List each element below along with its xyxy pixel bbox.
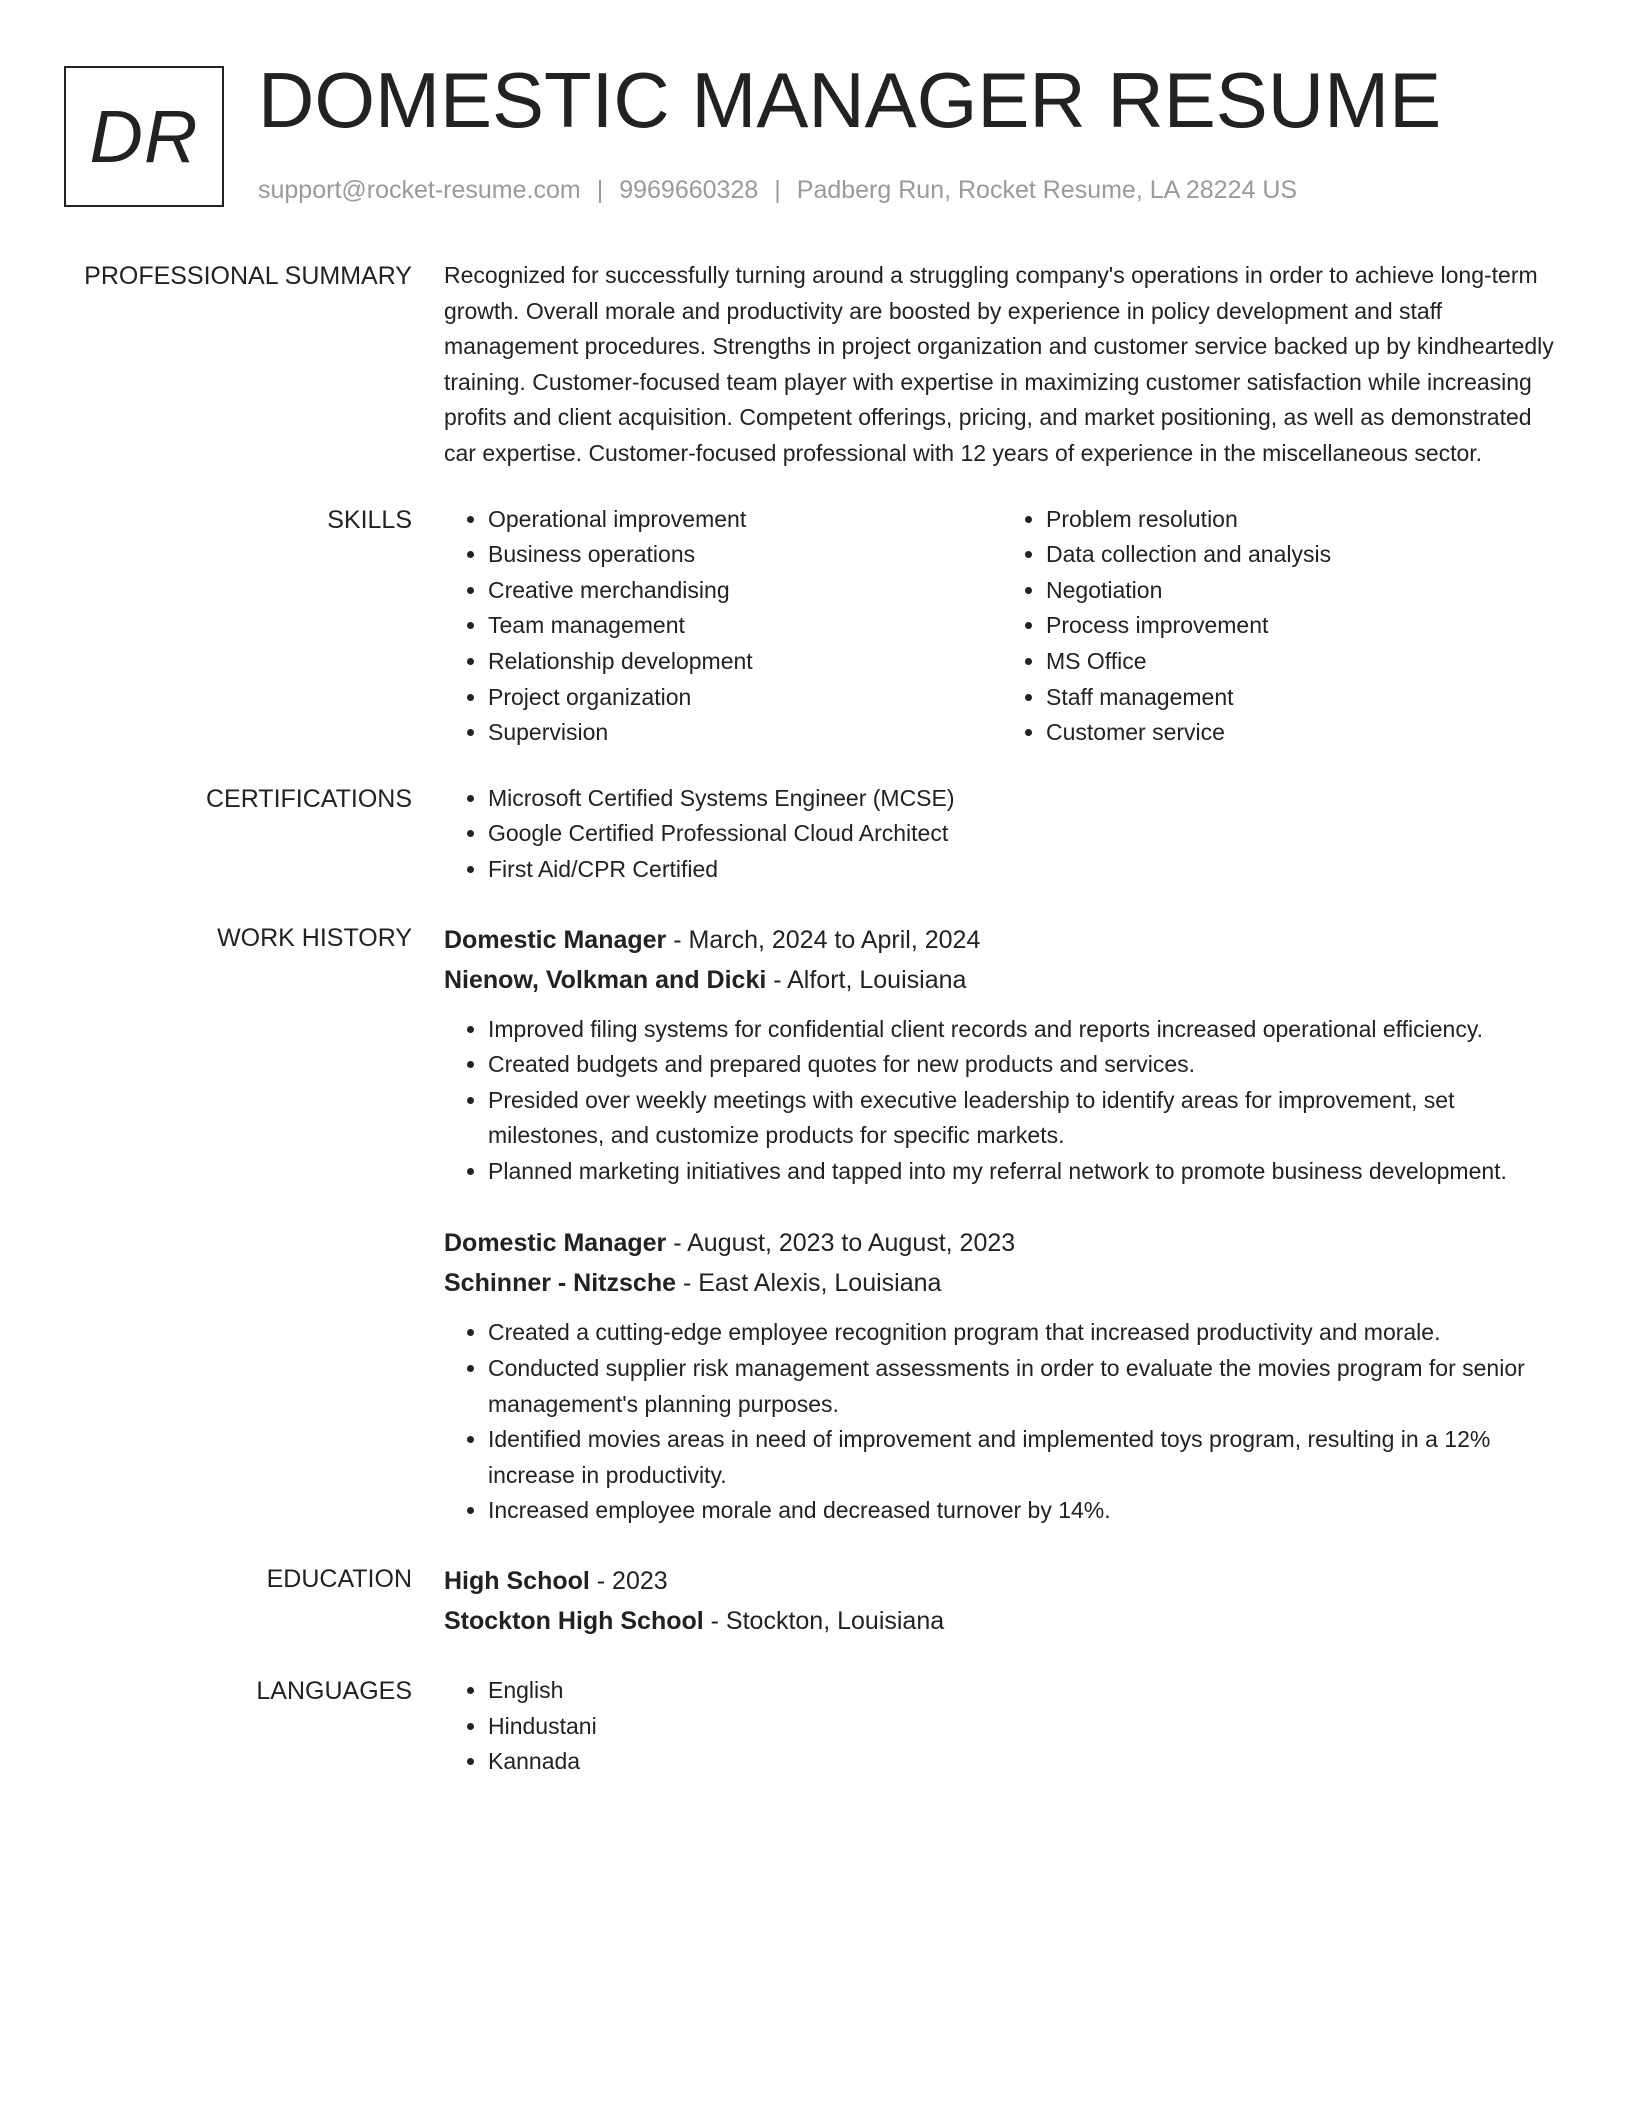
skills-grid (444, 502, 1560, 751)
contact-phone: 9969660328 (619, 176, 759, 204)
section-certifications (0, 781, 1632, 888)
section-label: CERTIFICATIONS (205, 784, 412, 813)
job-dates: - August, 2023 to August, 2023 (666, 1229, 1016, 1258)
skill-item: • Team management (488, 608, 1002, 644)
section-body (444, 1561, 1560, 1641)
certification-item: • Microsoft Certified Systems Engineer (MCSE) (488, 781, 1560, 817)
skill-item: • Negotiation (1046, 573, 1560, 609)
section-skills (0, 502, 1632, 751)
job-location: - East Alexis, Louisiana (676, 1269, 942, 1298)
section-education (0, 1561, 1632, 1641)
contact-email: support@rocket-resume.com (258, 176, 581, 204)
job-company: Schinner - Nitzsche (444, 1269, 676, 1298)
section-body (444, 258, 1560, 472)
skill-item: • MS Office (1046, 644, 1560, 680)
education-location: - Stockton, Louisiana (703, 1607, 945, 1636)
job-company: Nienow, Volkman and Dicki (444, 965, 767, 994)
section-label: PROFESSIONAL SUMMARY (84, 262, 412, 290)
section-label: EDUCATION (266, 1565, 412, 1594)
job-bullet: • Planned marketing initiatives and tapped into my referral network to promote business development. (488, 1154, 1560, 1190)
resume-title: DOMESTIC MANAGER RESUME (258, 56, 1442, 144)
skill-item: • Project organization (488, 680, 1002, 716)
skill-item: • Operational improvement (488, 502, 1002, 538)
skill-item: • Problem resolution (1046, 502, 1560, 538)
education-year: - 2023 (589, 1567, 668, 1596)
skill-item: • Creative merchandising (488, 573, 1002, 609)
section-body (444, 502, 1560, 751)
job-bullet: • Created a cutting-edge employee recognition program that increased productivity and morale. (488, 1315, 1560, 1351)
certification-item: • First Aid/CPR Certified (488, 852, 1560, 888)
skill-item: • Data collection and analysis (1046, 537, 1560, 573)
job-title-line (444, 1223, 1560, 1263)
language-item: • English (488, 1673, 1560, 1709)
education-degree-line (444, 1561, 1560, 1601)
resume-sections (0, 258, 1632, 1780)
skill-item: • Supervision (488, 715, 1002, 751)
job-entry (444, 920, 1560, 1190)
job-bullets (444, 1315, 1560, 1529)
job-dates: - March, 2024 to April, 2024 (666, 925, 981, 954)
job-title: Domestic Manager (444, 1229, 667, 1258)
job-bullet: • Conducted supplier risk management assessments in order to evaluate the movies program for senior management's planning purposes. (488, 1351, 1560, 1422)
skill-item: • Process improvement (1046, 608, 1560, 644)
skill-item: • Staff management (1046, 680, 1560, 716)
section-label: LANGUAGES (256, 1677, 412, 1706)
skill-item: • Business operations (488, 537, 1002, 573)
certifications-list (444, 781, 1560, 888)
job-title: Domestic Manager (444, 925, 667, 954)
education-school-line (444, 1601, 1560, 1641)
job-bullets (444, 1012, 1560, 1190)
skill-item: • Customer service (1046, 715, 1560, 751)
language-item: • Hindustani (488, 1709, 1560, 1745)
education-degree: High School (444, 1567, 590, 1596)
certification-item: • Google Certified Professional Cloud Architect (488, 816, 1560, 852)
job-location: - Alfort, Louisiana (766, 965, 967, 994)
section-label: WORK HISTORY (217, 923, 412, 952)
section-body (444, 781, 1560, 888)
job-company-line (444, 1263, 1560, 1303)
section-label: SKILLS (327, 505, 412, 534)
contact-line (258, 174, 1297, 206)
skills-list-left (444, 502, 1002, 751)
education-school: Stockton High School (444, 1607, 704, 1636)
skills-list-right (1002, 502, 1560, 751)
section-work-history (0, 920, 1632, 1530)
skill-item: • Relationship development (488, 644, 1002, 680)
section-professional-summary (0, 258, 1632, 472)
language-item: • Kannada (488, 1744, 1560, 1780)
section-languages (0, 1673, 1632, 1780)
job-company-line (444, 960, 1560, 1000)
contact-separator: | (774, 176, 781, 204)
job-title-line (444, 920, 1560, 960)
job-bullet: • Increased employee morale and decreased turnover by 14%. (488, 1493, 1560, 1529)
monogram-badge: DR (64, 66, 224, 207)
job-entry (444, 1223, 1560, 1529)
job-bullet: • Identified movies areas in need of improvement and implemented toys program, resulting in a 12% increase in productivity. (488, 1422, 1560, 1493)
job-bullet: • Created budgets and prepared quotes for new products and services. (488, 1047, 1560, 1083)
job-bullet: • Presided over weekly meetings with executive leadership to identify areas for improvement, set milestones, and customize products for specific markets. (488, 1083, 1560, 1154)
contact-separator: | (596, 176, 604, 204)
section-body (444, 1673, 1560, 1780)
job-bullet: • Improved filing systems for confidential client records and reports increased operational efficiency. (488, 1012, 1560, 1048)
summary-text: Recognized for successfully turning around a struggling company's operations in order to achieve long-term growth. Overall morale and productivity are boosted by experience in policy development and staff management procedures. Strengths in project organization and customer service backed up by kindheartedly training. Customer-focused team player with expertise in maximizing customer satisfaction while increasing profits and client acquisition. Competent offerings, pricing, and market positioning, as well as demonstrated car expertise. Customer-focused professional with 12 years of experience in the miscellaneous sector. (444, 262, 1554, 466)
contact-address: Padberg Run, Rocket Resume, LA 28224 US (796, 176, 1298, 204)
languages-list (444, 1673, 1560, 1780)
section-body (444, 920, 1560, 1530)
